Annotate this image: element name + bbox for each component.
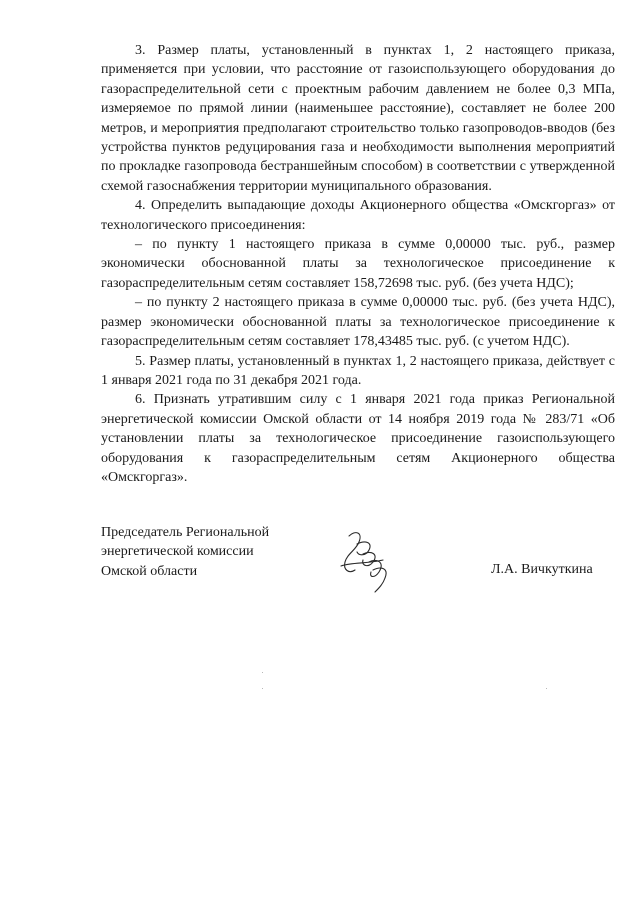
signatory-name: Л.А. Вичкуткина — [491, 562, 593, 577]
signatory-position-line: Председатель Региональной — [101, 525, 270, 540]
signatory-position — [101, 523, 269, 581]
scan-speck — [262, 688, 263, 689]
paragraph-4-lost-income: 4. Определить выпадающие доходы Акционерного общества «Омскгоргаз» от технологического присоединения: — [101, 198, 615, 233]
scan-speck — [262, 672, 263, 673]
document-body — [101, 41, 615, 487]
paragraph-5-validity-period: 5. Размер платы, установленный в пунктах 1, 2 настоящего приказа, действует с 1 января 2021 года по 31 декабря 2021 года. — [101, 353, 615, 388]
paragraph-3-fee-conditions: 3. Размер платы, установленный в пунктах 1, 2 настоящего приказа, применяется при условии, что расстояние от газоиспользующего оборудования до газораспределительной сети с проектным рабочим давлением не более 0,3 МПа, измеряемое по прямой линии (наименьшее расстояние), составляет не более 200 метров, и мероприятия предполагают строительство только газопроводов-вводов (без устройства пунктов редуцирования газа и необходимости выполнения мероприятий по прокладке газопровода бестраншейным способом) в соответствии с утвержденной схемой газоснабжения территории муниципального образования. — [101, 43, 615, 194]
scan-speck — [546, 688, 547, 689]
paragraph-4-item-1: – по пункту 1 настоящего приказа в сумме 0,00000 тыс. руб., размер экономически обоснованной платы за технологическое присоединение к газораспределительным сетям составляет 158,72698 тыс. руб. (без учета НДС); — [101, 237, 615, 291]
signatory-position-line: Омской области — [101, 563, 198, 579]
signatory-position-line: энергетической комиссии — [101, 544, 254, 560]
handwritten-signature — [333, 522, 405, 594]
paragraph-4-item-2: – по пункту 2 настоящего приказа в сумме 0,00000 тыс. руб. (без учета НДС), размер экономически обоснованной платы за технологическое присоединение к газораспределительным сетям составляет 178,43485 тыс. руб. (с учетом НДС). — [101, 295, 615, 350]
paragraph-6-repeal: 6. Признать утратившим силу с 1 января 2021 года приказ Региональной энергетической комиссии Омской области от 14 ноября 2019 года № 283/71 «Об установлении платы за технологическое присоединение газоиспользующего оборудования к газораспределительным сетям Акционерного общества «Омскгоргаз». — [101, 392, 615, 485]
